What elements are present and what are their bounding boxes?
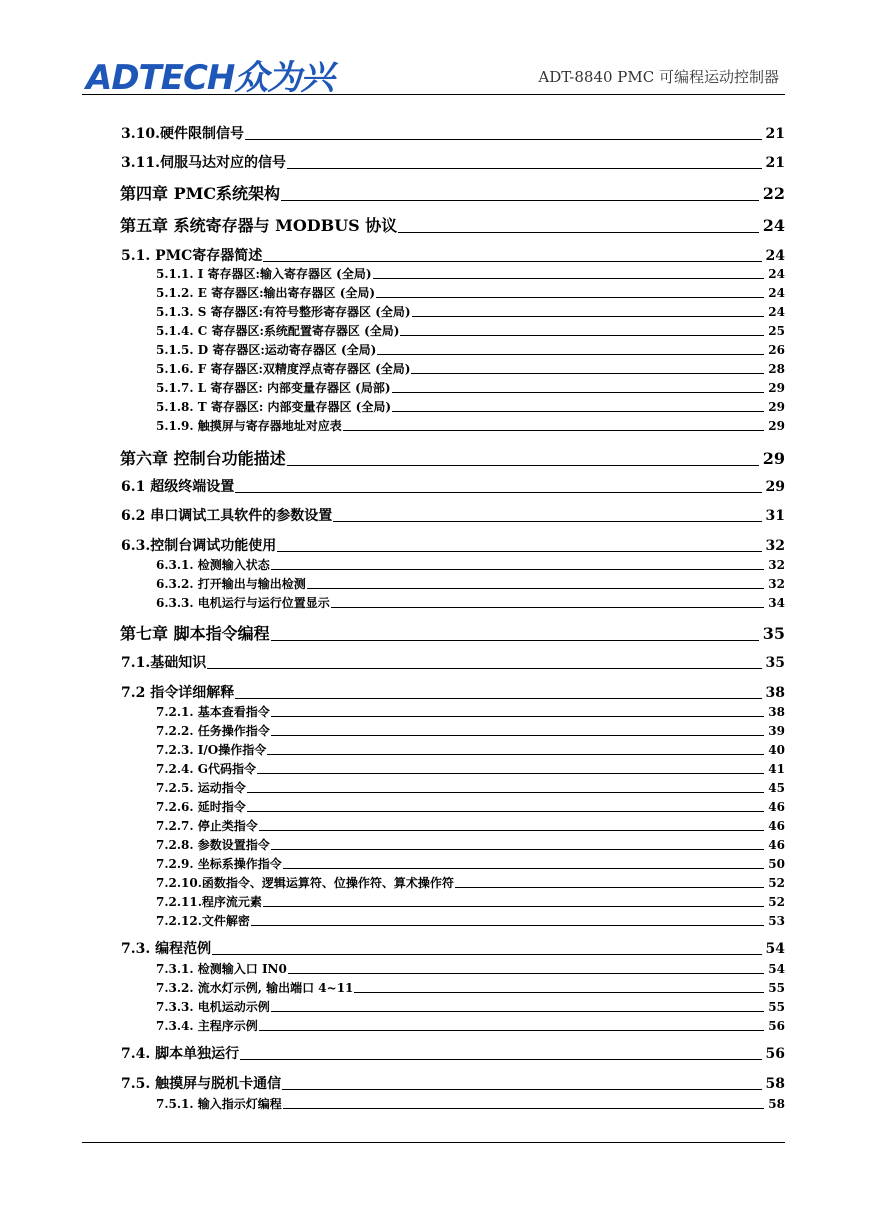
toc-entry[interactable]	[156, 875, 785, 891]
toc-leader-line	[212, 954, 761, 955]
toc-leader-line	[240, 1059, 761, 1060]
toc-leader-line	[259, 830, 765, 831]
toc-entry-title: 6.3.3. 电机运行与运行位置显示	[156, 596, 330, 610]
toc-leader-line	[283, 868, 765, 869]
toc-page-number: 24	[768, 267, 785, 281]
toc-entry[interactable]	[156, 856, 785, 872]
toc-entry[interactable]	[156, 818, 785, 834]
toc-leader-line	[392, 411, 764, 412]
toc-entry-title: 第七章 脚本指令编程	[120, 624, 270, 643]
toc-leader-line	[271, 1011, 765, 1012]
toc-page-number: 29	[768, 381, 785, 395]
toc-entry-title: 5.1.9. 触摸屏与寄存器地址对应表	[156, 419, 342, 433]
toc-leader-line	[271, 716, 765, 717]
toc-page-number: 53	[768, 914, 785, 928]
toc-page-number: 29	[768, 419, 785, 433]
toc-page-number: 29	[762, 449, 785, 468]
toc-leader-line	[281, 200, 759, 201]
toc-leader-line	[373, 278, 765, 279]
toc-page-number: 32	[768, 577, 785, 591]
toc-page-number: 25	[768, 324, 785, 338]
toc-entry[interactable]	[156, 1096, 785, 1112]
toc-leader-line	[283, 1108, 765, 1109]
toc-leader-line	[263, 906, 764, 907]
toc-leader-line	[235, 698, 761, 699]
toc-entry[interactable]	[156, 980, 785, 996]
toc-entry-title: 7.2.10.函数指令、逻辑运算符、位操作符、算术操作符	[156, 876, 454, 890]
toc-entry-title: 7.1.基础知识	[121, 655, 207, 671]
toc-page-number: 24	[768, 286, 785, 300]
toc-entry[interactable]	[156, 1018, 785, 1034]
toc-entry[interactable]	[156, 961, 785, 977]
toc-leader-line	[376, 297, 764, 298]
toc-leader-line	[377, 354, 764, 355]
toc-leader-line	[287, 168, 762, 169]
toc-entry[interactable]	[156, 323, 785, 339]
toc-page-number: 22	[762, 184, 785, 203]
toc-leader-line	[331, 607, 765, 608]
toc-page-number: 41	[768, 762, 785, 776]
toc-leader-line	[207, 668, 761, 669]
toc-leader-line	[282, 1089, 761, 1090]
toc-entry-title: 5.1.6. F 寄存器区:双精度浮点寄存器区 (全局)	[156, 362, 411, 376]
toc-leader-line	[271, 640, 759, 641]
toc-entry-title: 7.3. 编程范例	[121, 941, 212, 957]
toc-entry-title: 7.3.4. 主程序示例	[156, 1019, 258, 1033]
toc-entry-title: 7.2.11.程序流元素	[156, 895, 262, 909]
toc-entry-title: 6.3.2. 打开输出与输出检测	[156, 577, 306, 591]
toc-entry[interactable]	[121, 478, 785, 496]
toc-page-number: 38	[768, 705, 785, 719]
toc-page-number: 52	[768, 876, 785, 890]
toc-entry[interactable]	[156, 780, 785, 796]
toc-page-number: 32	[768, 558, 785, 572]
toc-entry[interactable]	[121, 654, 785, 672]
toc-entry[interactable]	[121, 507, 785, 525]
toc-page-number: 39	[768, 724, 785, 738]
toc-page-number: 55	[768, 981, 785, 995]
document-title: ADT-8840 PMC 可编程运动控制器	[538, 68, 779, 86]
toc-leader-line	[412, 316, 765, 317]
toc-entry[interactable]	[156, 418, 785, 434]
toc-entry-title: 7.3.1. 检测输入口 IN0	[156, 962, 287, 976]
toc-page-number: 54	[768, 962, 785, 976]
toc-entry[interactable]	[121, 154, 785, 172]
toc-entry-title: 5.1.1. I 寄存器区:输入寄存器区 (全局)	[156, 267, 372, 281]
toc-entry-title: 5.1.4. C 寄存器区:系统配置寄存器区 (全局)	[156, 324, 400, 338]
toc-page-number: 21	[765, 126, 785, 142]
toc-entry[interactable]	[156, 595, 785, 611]
toc-leader-line	[257, 773, 764, 774]
toc-entry-title: 7.2.2. 任务操作指令	[156, 724, 270, 738]
toc-entry-title: 7.2.7. 停止类指令	[156, 819, 258, 833]
toc-leader-line	[400, 335, 764, 336]
toc-page-number: 35	[765, 655, 785, 671]
toc-page-number: 54	[765, 941, 785, 957]
toc-entry[interactable]	[120, 184, 785, 204]
toc-leader-line	[411, 373, 764, 374]
toc-entry[interactable]	[156, 704, 785, 720]
toc-leader-line	[287, 465, 759, 466]
toc-page-number: 45	[768, 781, 785, 795]
toc-entry-title: 3.10.硬件限制信号	[121, 126, 244, 142]
toc-page-number: 55	[768, 1000, 785, 1014]
toc-entry-title: 5.1.3. S 寄存器区:有符号整形寄存器区 (全局)	[156, 305, 411, 319]
toc-page-number: 56	[765, 1046, 785, 1062]
toc-leader-line	[354, 992, 764, 993]
toc-entry[interactable]	[121, 1075, 785, 1093]
toc-leader-line	[333, 521, 761, 522]
toc-entry-title: 3.11.伺服马达对应的信号	[121, 155, 286, 171]
toc-page-number: 24	[765, 248, 785, 264]
toc-page-number: 31	[765, 508, 785, 524]
toc-entry[interactable]	[121, 537, 785, 555]
toc-entry-title: 7.3.2. 流水灯示例, 输出端口 4~11	[156, 981, 354, 995]
toc-entry[interactable]	[121, 1045, 785, 1063]
company-logo: ADTECH众为兴	[86, 58, 334, 98]
toc-page-number: 46	[768, 838, 785, 852]
toc-entry-title: 7.3.3. 电机运动示例	[156, 1000, 270, 1014]
toc-page-number: 32	[765, 538, 785, 554]
toc-entry[interactable]	[156, 380, 785, 396]
toc-entry[interactable]	[156, 742, 785, 758]
toc-leader-line	[247, 792, 765, 793]
toc-page-number: 26	[768, 343, 785, 357]
toc-entry[interactable]	[121, 684, 785, 702]
toc-entry-title: 5.1.2. E 寄存器区:输出寄存器区 (全局)	[156, 286, 376, 300]
toc-entry[interactable]	[156, 999, 785, 1015]
toc-entry-title: 第四章 PMC系统架构	[120, 184, 281, 203]
toc-page-number: 24	[762, 216, 785, 235]
toc-entry-title: 6.3.1. 检测输入状态	[156, 558, 270, 572]
toc-page-number: 35	[762, 624, 785, 643]
footer-divider	[82, 1142, 785, 1143]
toc-entry[interactable]	[156, 799, 785, 815]
toc-page-number: 58	[768, 1097, 785, 1111]
toc-page-number: 29	[768, 400, 785, 414]
toc-leader-line	[343, 430, 765, 431]
toc-entry[interactable]	[156, 361, 785, 377]
toc-page-number: 52	[768, 895, 785, 909]
toc-entry[interactable]	[121, 247, 785, 265]
toc-entry[interactable]	[156, 285, 785, 301]
toc-entry-title: 5.1.5. D 寄存器区:运动寄存器区 (全局)	[156, 343, 377, 357]
toc-entry-title: 7.4. 脚本单独运行	[121, 1046, 240, 1062]
toc-leader-line	[263, 261, 761, 262]
toc-leader-line	[245, 139, 762, 140]
toc-entry-title: 第五章 系统寄存器与 MODBUS 协议	[120, 216, 398, 235]
toc-page-number: 50	[768, 857, 785, 871]
toc-entry[interactable]	[120, 216, 785, 236]
toc-entry-title: 7.5.1. 输入指示灯编程	[156, 1097, 282, 1111]
toc-entry[interactable]	[121, 125, 785, 143]
toc-page-number: 24	[768, 305, 785, 319]
toc-entry[interactable]	[156, 266, 785, 282]
toc-entry[interactable]	[156, 913, 785, 929]
toc-page-number: 46	[768, 819, 785, 833]
toc-entry-title: 7.2 指令详细解释	[121, 685, 235, 701]
toc-entry-title: 5.1.7. L 寄存器区: 内部变量存器区 (局部)	[156, 381, 391, 395]
toc-leader-line	[307, 588, 765, 589]
toc-entry[interactable]	[156, 837, 785, 853]
toc-page-number: 29	[765, 479, 785, 495]
toc-page-number: 38	[765, 685, 785, 701]
toc-entry[interactable]	[120, 449, 785, 469]
toc-page-number: 58	[765, 1076, 785, 1092]
toc-entry-title: 7.5. 触摸屏与脱机卡通信	[121, 1076, 282, 1092]
toc-leader-line	[259, 1030, 765, 1031]
toc-entry[interactable]	[156, 761, 785, 777]
toc-entry-title: 7.2.1. 基本查看指令	[156, 705, 270, 719]
toc-leader-line	[267, 754, 764, 755]
toc-entry-title: 6.3.控制台调试功能使用	[121, 538, 277, 554]
toc-page-number: 21	[765, 155, 785, 171]
toc-leader-line	[392, 392, 765, 393]
toc-leader-line	[251, 925, 764, 926]
toc-page-number: 56	[768, 1019, 785, 1033]
toc-entry-title: 7.2.5. 运动指令	[156, 781, 246, 795]
toc-page-number: 46	[768, 800, 785, 814]
toc-entry[interactable]	[121, 940, 785, 958]
toc-entry-title: 6.1 超级终端设置	[121, 479, 235, 495]
toc-entry-title: 第六章 控制台功能描述	[120, 449, 286, 468]
toc-entry-title: 7.2.9. 坐标系操作指令	[156, 857, 282, 871]
toc-entry-title: 6.2 串口调试工具软件的参数设置	[121, 508, 333, 524]
toc-leader-line	[235, 492, 761, 493]
toc-entry-title: 7.2.3. I/O操作指令	[156, 743, 267, 757]
toc-leader-line	[271, 735, 765, 736]
toc-entry-title: 5.1. PMC寄存器简述	[121, 248, 263, 264]
toc-entry[interactable]	[156, 557, 785, 573]
toc-page-number: 28	[768, 362, 785, 376]
toc-entry-title: 5.1.8. T 寄存器区: 内部变量存器区 (全局)	[156, 400, 392, 414]
toc-leader-line	[277, 551, 761, 552]
toc-entry[interactable]	[156, 304, 785, 320]
toc-leader-line	[271, 849, 765, 850]
toc-leader-line	[288, 973, 764, 974]
toc-entry[interactable]	[156, 342, 785, 358]
toc-page-number: 40	[768, 743, 785, 757]
toc-entry[interactable]	[156, 399, 785, 415]
toc-leader-line	[398, 232, 758, 233]
toc-entry-title: 7.2.8. 参数设置指令	[156, 838, 270, 852]
toc-entry-title: 7.2.4. G代码指令	[156, 762, 257, 776]
toc-leader-line	[271, 569, 765, 570]
toc-entry[interactable]	[156, 894, 785, 910]
toc-leader-line	[247, 811, 765, 812]
toc-entry[interactable]	[156, 723, 785, 739]
toc-entry-title: 7.2.12.文件解密	[156, 914, 250, 928]
toc-entry[interactable]	[120, 624, 785, 644]
toc-entry-title: 7.2.6. 延时指令	[156, 800, 246, 814]
toc-leader-line	[455, 887, 764, 888]
toc-entry[interactable]	[156, 576, 785, 592]
toc-page-number: 34	[768, 596, 785, 610]
